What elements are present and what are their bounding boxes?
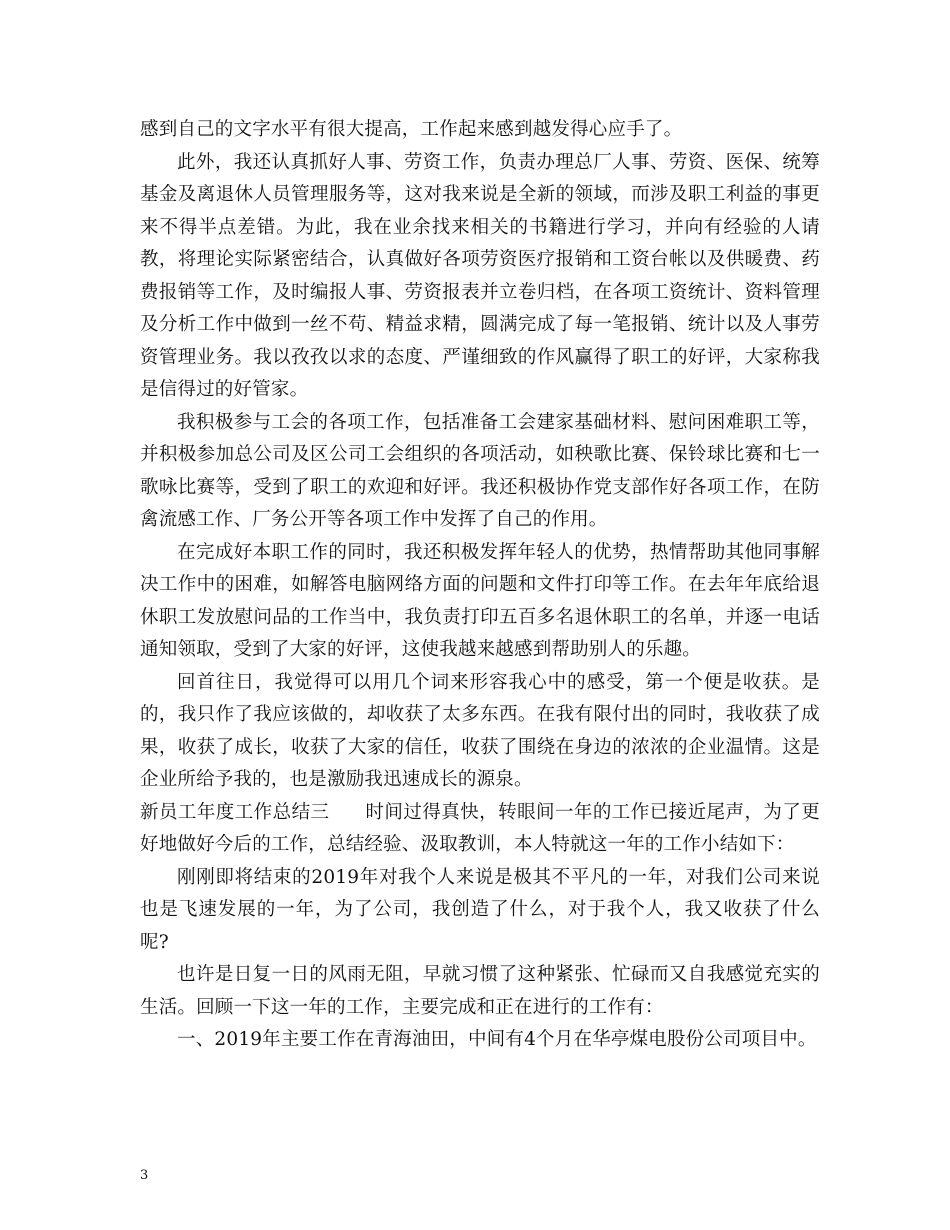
paragraph: 回首往日，我觉得可以用几个词来形容我心中的感受，第一个便是收获。是的，我只作了我应该做的，却收获了太多东西。在我有限付出的同时，我收获了成果，收获了成长，收获了大家的信任，收获了围绕在身边的浓浓的企业温情。这是企业所给予我的，也是激励我迅速成长的源泉。 <box>140 671 820 790</box>
page-number: 3 <box>140 1168 149 1183</box>
section-heading: 新员工年度工作总结三 <box>140 801 330 823</box>
section-intro: 时间过得真快，转眼间一年的工作已接近尾声，为了更好地做好今后的工作，总结经验、汲取教训，本人特就这一年的工作小结如下： <box>140 801 820 855</box>
section-paragraph <box>140 797 820 862</box>
paragraph: 也许是日复一日的风雨无阻，早就习惯了这种紧张、忙碌而又自我感觉充实的生活。回顾一下这一年的工作，主要完成和正在进行的工作有： <box>140 964 820 1018</box>
paragraph: 在完成好本职工作的同时，我还积极发挥年轻人的优势，热情帮助其他同事解决工作中的困难，如解答电脑网络方面的问题和文件打印等工作。在去年年底给退休职工发放慰问品的工作当中，我负责打印五百多名退休职工的名单，并逐一电话通知领取，受到了大家的好评，这使我越来越感到帮助别人的乐趣。 <box>140 541 820 660</box>
paragraph: 感到自己的文字水平有很大提高，工作起来感到越发得心应手了。 <box>140 119 683 140</box>
paragraph: 刚刚即将结束的2019年对我个人来说是极其不平凡的一年，对我们公司来说也是飞速发展的一年，为了公司，我创造了什么，对于我个人，我又收获了什么呢? <box>140 866 820 953</box>
document-body <box>140 114 820 1057</box>
paragraph: 我积极参与工会的各项工作，包括准备工会建家基础材料、慰问困难职工等，并积极参加总公司及区公司工会组织的各项活动，如秧歌比赛、保铃球比赛和七一歌咏比赛等，受到了职工的欢迎和好评。我还积极协作党支部作好各项工作，在防禽流感工作、厂务公开等各项工作中发挥了自己的作用。 <box>140 411 820 530</box>
paragraph: 一、2019年主要工作在青海油田，中间有4个月在华亭煤电股份公司项目中。 <box>177 1029 817 1050</box>
paragraph: 此外，我还认真抓好人事、劳资工作，负责办理总厂人事、劳资、医保、统筹基金及离退休人员管理服务等，这对我来说是全新的领域，而涉及职工利益的事更来不得半点差错。为此，我在业余找来相关的书籍进行学习，并向有经验的人请教，将理论实际紧密结合，认真做好各项劳资医疗报销和工资台帐以及供暖费、药费报销等工作，及时编报人事、劳资报表并立卷归档，在各项工资统计、资料管理及分析工作中做到一丝不苟、精益求精，圆满完成了每一笔报销、统计以及人事劳资管理业务。我以孜孜以求的态度、严谨细致的作风赢得了职工的好评，大家称我是信得过的好管家。 <box>140 151 820 400</box>
